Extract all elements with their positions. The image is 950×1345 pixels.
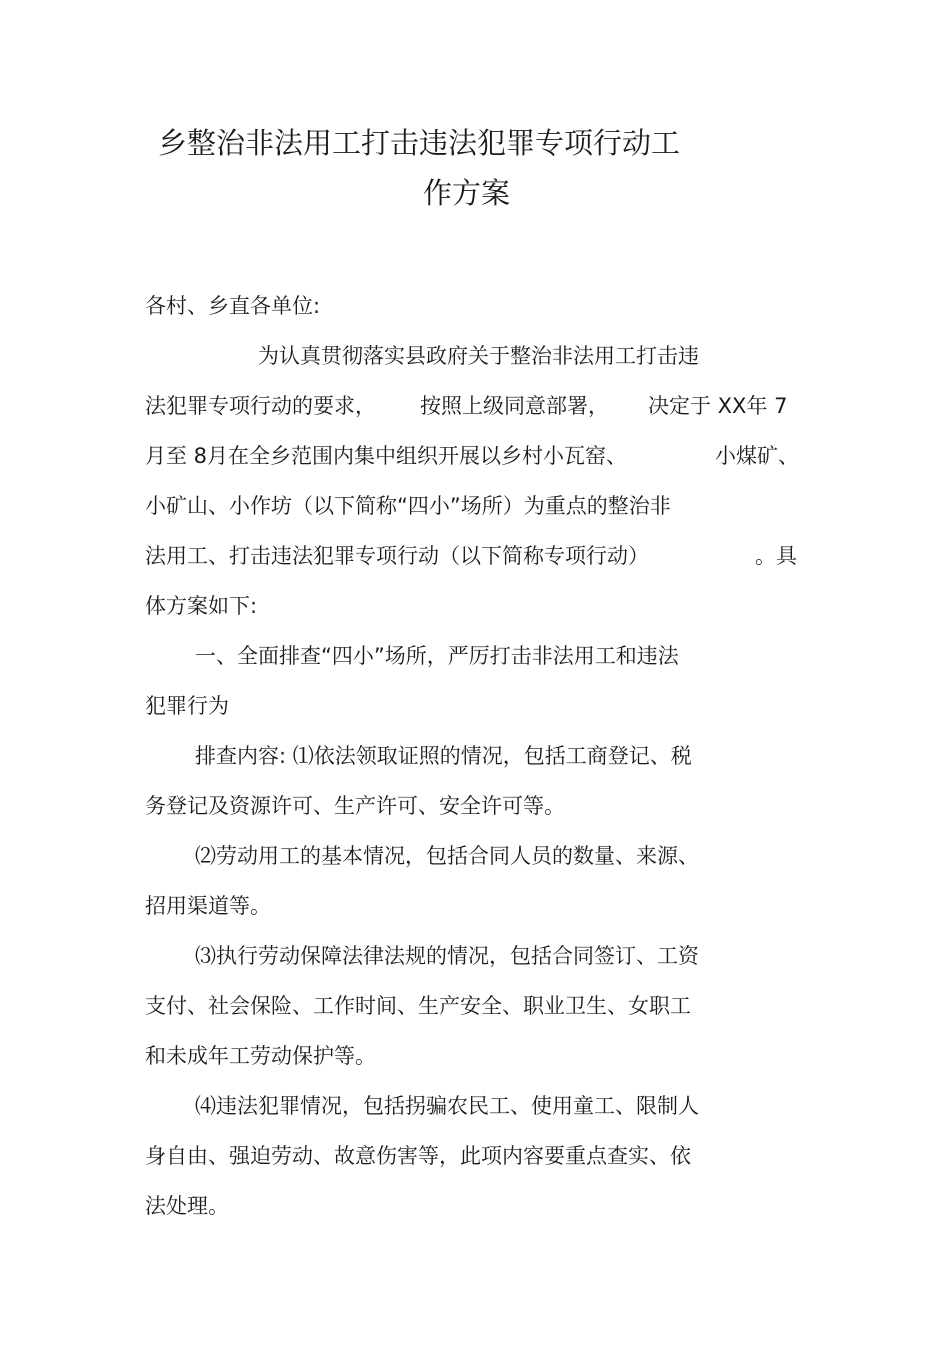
body-line: 法处理。 (145, 1194, 229, 1218)
body-line: 小矿山、小作坊（以下简称“四小”场所）为重点的整治非 (145, 494, 671, 518)
body-line: 按照上级同意部署， (420, 394, 609, 418)
body-line: 和未成年工劳动保护等。 (145, 1044, 376, 1068)
body-line: 身自由、强迫劳动、故意伤害等，此项内容要重点查实、依 (145, 1144, 691, 1168)
body-line: 法犯罪专项行动的要求， (145, 394, 376, 418)
section-heading-1: 一、全面排查“四小”场所，严厉打击非法用工和违法 (195, 644, 679, 668)
body-line: 。具 (755, 544, 797, 568)
body-line: 法用工、打击违法犯罪专项行动（以下简称专项行动） (145, 544, 649, 568)
body-line: 招用渠道等。 (145, 894, 271, 918)
body-line: 决定于 XX年 7 (648, 394, 788, 418)
body-line: 务登记及资源许可、生产许可、安全许可等。 (145, 794, 565, 818)
document-title-line-2: 作方案 (423, 176, 511, 210)
body-line: ⑵劳动用工的基本情况，包括合同人员的数量、来源、 (195, 844, 699, 868)
body-line: 小煤矿、 (715, 444, 799, 468)
body-line: ⑶执行劳动保障法律法规的情况，包括合同签订、工资 (195, 944, 699, 968)
body-line: 支付、社会保险、工作时间、生产安全、职业卫生、女职工 (145, 994, 691, 1018)
document-title-line-1: 乡整治非法用工打击违法犯罪专项行动工 (158, 126, 681, 160)
body-line: 月至 8月在全乡范围内集中组织开展以乡村小瓦窑、 (145, 444, 628, 468)
body-line: ⑷违法犯罪情况，包括拐骗农民工、使用童工、限制人 (195, 1094, 699, 1118)
salutation: 各村、乡直各单位: (145, 294, 321, 318)
body-line: 排查内容: ⑴依法领取证照的情况，包括工商登记、税 (195, 744, 692, 768)
section-heading-1-cont: 犯罪行为 (145, 694, 229, 718)
body-line: 体方案如下: (145, 594, 258, 618)
body-line: 为认真贯彻落实县政府关于整治非法用工打击违 (258, 344, 699, 368)
